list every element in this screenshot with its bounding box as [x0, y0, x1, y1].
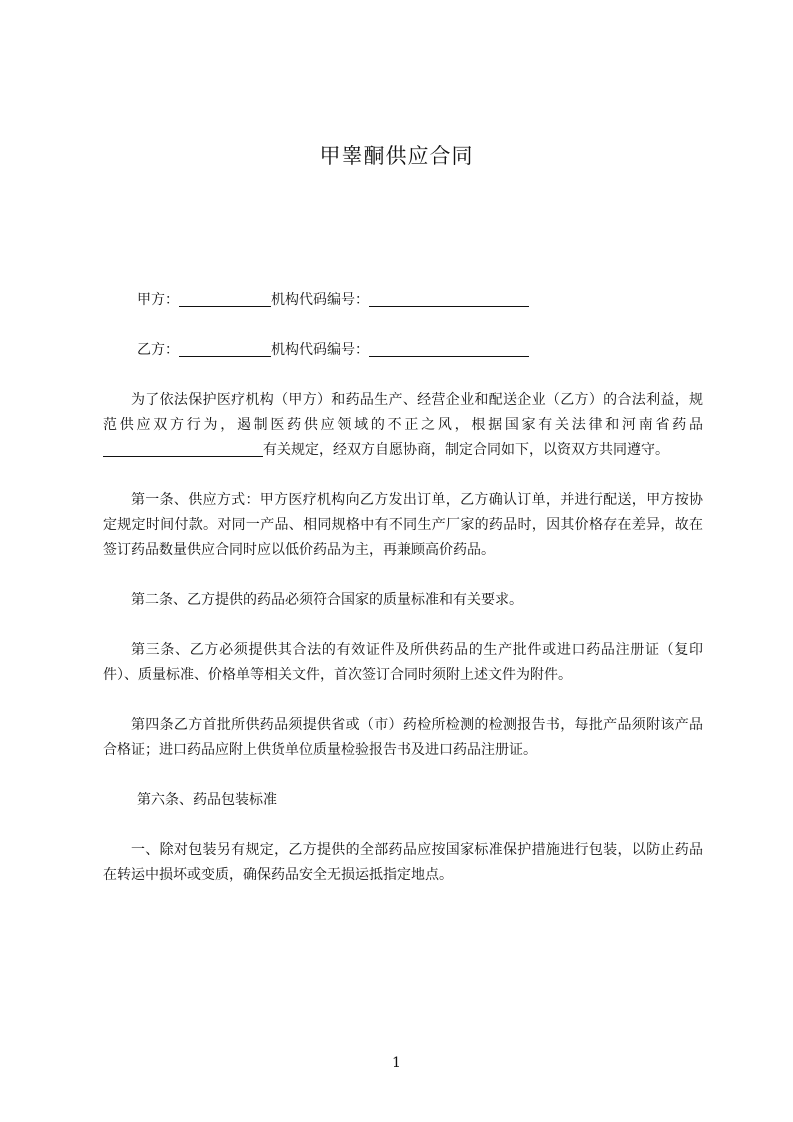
- article-3: 第三条、乙方必须提供其合法的有效证件及所供药品的生产批件或进口药品注册证（复印件）、质量标准、价格单等相关文件，首次签订合同时须附上述文件为附件。: [103, 642, 703, 683]
- preamble-paragraph: [103, 388, 703, 463]
- party-b-label: 乙方：: [137, 342, 179, 358]
- party-a-name-blank: [179, 288, 271, 307]
- preamble-part2: 有关规定，经双方自愿协商，制定合同如下，以资双方共同遵守。: [263, 442, 669, 458]
- article-1: 第一条、供应方式：甲方医疗机构向乙方发出订单，乙方确认订单，并进行配送，甲方按协定规定时间付款。对同一产品、相同规格中有不同生产厂家的药品时，因其价格存在差异，故在签订药品数量供应合同时应以低价药品为主，再兼顾高价药品。: [103, 492, 703, 558]
- preamble-blank: [103, 438, 263, 457]
- party-a-label: 甲方：: [137, 292, 179, 308]
- party-b-code-blank: [369, 338, 529, 357]
- preamble-part1: 为了依法保护医疗机构（甲方）和药品生产、经营企业和配送企业（乙方）的合法利益，规范供应双方行为，遏制医药供应领域的不正之风，根据国家有关法律和河南省药品: [103, 392, 703, 433]
- article-6-heading: 第六条、药品包装标准: [137, 792, 277, 808]
- article-2: 第二条、乙方提供的药品必须符合国家的质量标准和有关要求。: [131, 592, 523, 608]
- party-b-name-blank: [179, 338, 271, 357]
- article-6-item-1: 一、除对包装另有规定，乙方提供的全部药品应按国家标准保护措施进行包装，以防止药品在转运中损坏或变质，确保药品安全无损运抵指定地点。: [103, 842, 703, 883]
- party-a-line: [103, 288, 703, 313]
- party-a-code-label: 机构代码编号：: [271, 292, 369, 308]
- party-b-code-label: 机构代码编号：: [271, 342, 369, 358]
- party-a-code-blank: [369, 288, 529, 307]
- document-body: [103, 288, 703, 913]
- party-b-line: [103, 338, 703, 363]
- article-4: 第四条乙方首批所供药品须提供省或（市）药检所检测的检测报告书，每批产品须附该产品合格证；进口药品应附上供货单位质量检验报告书及进口药品注册证。: [103, 717, 703, 758]
- page-number: 1: [392, 1055, 401, 1071]
- document-title: 甲睾酮供应合同: [319, 144, 474, 168]
